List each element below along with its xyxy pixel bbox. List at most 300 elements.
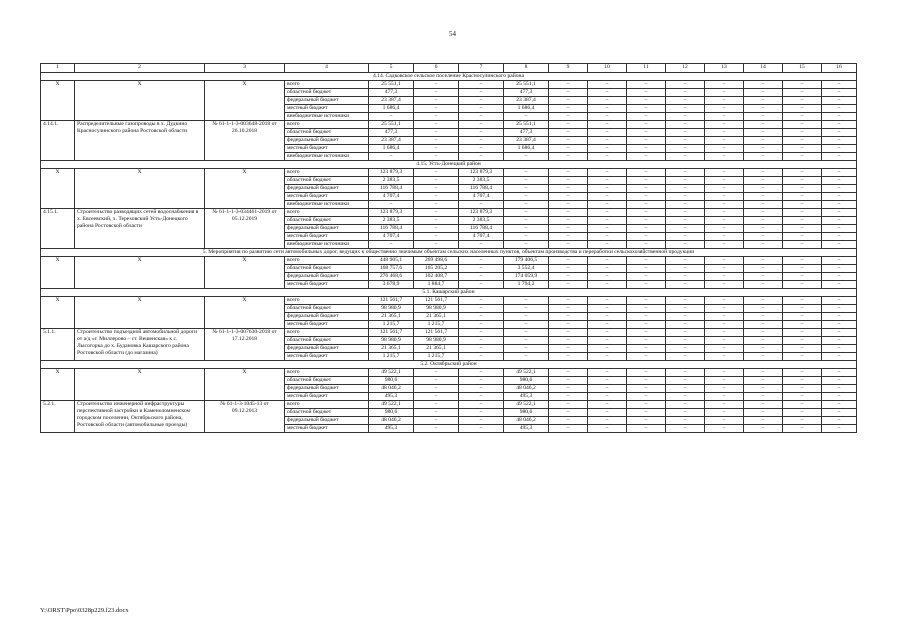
column-number: 10 xyxy=(588,64,627,73)
amount-cell: – xyxy=(549,129,588,137)
amount-cell: – xyxy=(459,137,504,145)
amount-cell: – xyxy=(705,177,744,185)
amount-cell: – xyxy=(822,153,857,161)
amount-cell: – xyxy=(414,105,459,113)
amount-cell: 116 788,4 xyxy=(369,225,414,233)
amount-cell: – xyxy=(549,409,588,417)
funding-source: областной бюджет xyxy=(285,129,369,137)
amount-cell: – xyxy=(744,113,783,121)
amount-cell: – xyxy=(627,97,666,105)
amount-cell: – xyxy=(414,233,459,241)
amount-cell: – xyxy=(783,337,822,345)
section-heading-row xyxy=(41,289,857,297)
funding-source: федеральный бюджет xyxy=(285,185,369,193)
amount-cell: – xyxy=(627,217,666,225)
funding-source: федеральный бюджет xyxy=(285,97,369,105)
amount-cell: – xyxy=(627,193,666,201)
expertise-conclusion: № 61-1-3-1045-13 от 09.12.2013 xyxy=(205,401,285,433)
amount-cell: 165 205,2 xyxy=(414,265,459,273)
object-name: Строительство инженерной инфраструктуры перспективной застройки в Каменоломненском городском поселении, Октябрьского района, Ростовской области (автомобильные проезды) xyxy=(75,401,205,433)
amount-cell: – xyxy=(822,177,857,185)
section-title: 5.1. Кашарский район xyxy=(41,289,857,297)
amount-cell: 21 365,1 xyxy=(369,313,414,321)
amount-cell: – xyxy=(627,337,666,345)
amount-cell: – xyxy=(744,233,783,241)
amount-cell: – xyxy=(414,369,459,377)
amount-cell: – xyxy=(369,113,414,121)
amount-cell: – xyxy=(744,169,783,177)
column-number: 16 xyxy=(822,64,857,73)
column-number: 1 xyxy=(41,64,75,73)
amount-cell: 2 383,5 xyxy=(459,177,504,185)
amount-cell: – xyxy=(666,257,705,265)
amount-cell: – xyxy=(783,113,822,121)
amount-cell: – xyxy=(627,313,666,321)
section-heading-row xyxy=(41,73,857,81)
amount-cell: – xyxy=(666,241,705,249)
amount-cell: – xyxy=(549,321,588,329)
amount-cell: – xyxy=(588,313,627,321)
amount-cell: 116 788,4 xyxy=(459,185,504,193)
column-number: 2 xyxy=(75,64,205,73)
amount-cell: – xyxy=(705,353,744,361)
amount-cell: – xyxy=(549,329,588,337)
amount-cell: – xyxy=(822,425,857,433)
amount-cell: – xyxy=(627,137,666,145)
amount-cell: – xyxy=(549,105,588,113)
table-row xyxy=(41,121,857,129)
amount-cell: 4 707,4 xyxy=(459,193,504,201)
amount-cell: – xyxy=(666,369,705,377)
amount-cell: – xyxy=(705,241,744,249)
amount-cell: – xyxy=(504,217,549,225)
amount-cell: – xyxy=(627,297,666,305)
amount-cell: 98 980,9 xyxy=(369,337,414,345)
object-name: Х xyxy=(75,169,205,209)
item-number: 5.2.1. xyxy=(41,401,75,433)
amount-cell: – xyxy=(549,369,588,377)
amount-cell: – xyxy=(783,345,822,353)
amount-cell: – xyxy=(783,185,822,193)
amount-cell: 495,3 xyxy=(369,393,414,401)
amount-cell: – xyxy=(627,153,666,161)
amount-cell: – xyxy=(822,377,857,385)
amount-cell: – xyxy=(414,129,459,137)
amount-cell: – xyxy=(666,385,705,393)
amount-cell: – xyxy=(744,329,783,337)
expertise-conclusion: № 61-1-1-3-007630-2018 от 17.12.2018 xyxy=(205,329,285,361)
funding-source: местный бюджет xyxy=(285,353,369,361)
amount-cell: – xyxy=(783,105,822,113)
amount-cell: – xyxy=(783,81,822,89)
amount-cell: – xyxy=(459,113,504,121)
amount-cell: 269 498,6 xyxy=(414,257,459,265)
amount-cell: – xyxy=(705,209,744,217)
amount-cell: – xyxy=(783,409,822,417)
amount-cell: 123 879,3 xyxy=(459,209,504,217)
amount-cell: 123 879,3 xyxy=(459,169,504,177)
amount-cell: – xyxy=(504,201,549,209)
amount-cell: – xyxy=(666,313,705,321)
amount-cell: 4 707,4 xyxy=(369,233,414,241)
amount-cell: – xyxy=(588,273,627,281)
amount-cell: – xyxy=(459,401,504,409)
amount-cell: – xyxy=(705,225,744,233)
amount-cell: – xyxy=(705,425,744,433)
amount-cell: – xyxy=(705,313,744,321)
amount-cell: – xyxy=(627,241,666,249)
amount-cell: – xyxy=(822,209,857,217)
amount-cell: – xyxy=(705,89,744,97)
funding-source: областной бюджет xyxy=(285,177,369,185)
column-number: 6 xyxy=(414,64,459,73)
amount-cell: – xyxy=(588,337,627,345)
amount-cell: – xyxy=(705,105,744,113)
amount-cell: – xyxy=(783,129,822,137)
amount-cell: – xyxy=(414,145,459,153)
amount-cell: – xyxy=(588,401,627,409)
amount-cell: 25 551,1 xyxy=(369,81,414,89)
table-row xyxy=(41,329,857,337)
amount-cell: – xyxy=(705,153,744,161)
amount-cell: – xyxy=(414,137,459,145)
amount-cell: – xyxy=(504,153,549,161)
amount-cell: – xyxy=(504,345,549,353)
amount-cell: – xyxy=(459,265,504,273)
funding-source: федеральный бюджет xyxy=(285,137,369,145)
expertise-conclusion: № 61-1-1-3-003648-2018 от 26.10.2018 xyxy=(205,121,285,161)
amount-cell: 495,3 xyxy=(504,425,549,433)
amount-cell: – xyxy=(588,105,627,113)
expertise-conclusion: Х xyxy=(205,297,285,329)
amount-cell: – xyxy=(744,201,783,209)
amount-cell: – xyxy=(783,425,822,433)
funding-source: областной бюджет xyxy=(285,377,369,385)
funding-source: областной бюджет xyxy=(285,89,369,97)
amount-cell: 1 686,4 xyxy=(369,145,414,153)
amount-cell: – xyxy=(414,401,459,409)
amount-cell: – xyxy=(627,209,666,217)
amount-cell: 980,6 xyxy=(369,409,414,417)
amount-cell: – xyxy=(549,345,588,353)
amount-cell: – xyxy=(549,177,588,185)
amount-cell: – xyxy=(549,113,588,121)
funding-source: областной бюджет xyxy=(285,217,369,225)
amount-cell: – xyxy=(627,353,666,361)
funding-source: федеральный бюджет xyxy=(285,385,369,393)
amount-cell: – xyxy=(705,137,744,145)
amount-cell: – xyxy=(666,81,705,89)
amount-cell: – xyxy=(627,425,666,433)
amount-cell: – xyxy=(459,417,504,425)
funding-source: местный бюджет xyxy=(285,145,369,153)
amount-cell: – xyxy=(627,89,666,97)
amount-cell: – xyxy=(783,257,822,265)
amount-cell: – xyxy=(744,217,783,225)
amount-cell: – xyxy=(666,401,705,409)
amount-cell: – xyxy=(744,425,783,433)
amount-cell: – xyxy=(744,177,783,185)
amount-cell: – xyxy=(588,305,627,313)
amount-cell: – xyxy=(744,313,783,321)
amount-cell: – xyxy=(744,129,783,137)
amount-cell: – xyxy=(504,169,549,177)
amount-cell: 1 686,4 xyxy=(504,145,549,153)
amount-cell: – xyxy=(666,153,705,161)
amount-cell: – xyxy=(783,385,822,393)
amount-cell: – xyxy=(627,185,666,193)
amount-cell: – xyxy=(414,425,459,433)
amount-cell: – xyxy=(783,417,822,425)
amount-cell: – xyxy=(459,201,504,209)
expertise-conclusion: Х xyxy=(205,369,285,401)
amount-cell: 25 551,1 xyxy=(504,81,549,89)
amount-cell: 48 046,2 xyxy=(369,417,414,425)
item-number: Х xyxy=(41,369,75,401)
amount-cell: 1 686,4 xyxy=(504,105,549,113)
amount-cell: – xyxy=(783,369,822,377)
item-number: Х xyxy=(41,81,75,121)
amount-cell: – xyxy=(549,209,588,217)
amount-cell: – xyxy=(588,137,627,145)
amount-cell: – xyxy=(588,369,627,377)
amount-cell: – xyxy=(744,153,783,161)
funding-source: федеральный бюджет xyxy=(285,225,369,233)
object-name: Х xyxy=(75,81,205,121)
amount-cell: – xyxy=(588,225,627,233)
amount-cell: – xyxy=(588,321,627,329)
amount-cell: – xyxy=(549,273,588,281)
amount-cell: – xyxy=(504,177,549,185)
item-number: Х xyxy=(41,257,75,289)
amount-cell: – xyxy=(666,105,705,113)
amount-cell: – xyxy=(627,81,666,89)
column-number: 7 xyxy=(459,64,504,73)
amount-cell: – xyxy=(666,121,705,129)
table-row xyxy=(41,401,857,409)
amount-cell: – xyxy=(666,265,705,273)
amount-cell: – xyxy=(459,81,504,89)
amount-cell: – xyxy=(549,393,588,401)
amount-cell: – xyxy=(459,377,504,385)
amount-cell: – xyxy=(783,297,822,305)
amount-cell: 49 522,1 xyxy=(504,401,549,409)
column-number: 5 xyxy=(369,64,414,73)
amount-cell: 1 686,4 xyxy=(369,105,414,113)
amount-cell: – xyxy=(822,225,857,233)
amount-cell: – xyxy=(783,153,822,161)
amount-cell: – xyxy=(414,177,459,185)
amount-cell: – xyxy=(588,209,627,217)
amount-cell: – xyxy=(549,337,588,345)
amount-cell: – xyxy=(744,377,783,385)
amount-cell: – xyxy=(666,233,705,241)
amount-cell: – xyxy=(822,401,857,409)
amount-cell: 1 215,7 xyxy=(369,353,414,361)
section-title: 4.15. Усть-Донецкий район xyxy=(41,161,857,169)
amount-cell: – xyxy=(783,273,822,281)
amount-cell: – xyxy=(783,193,822,201)
amount-cell: – xyxy=(705,345,744,353)
amount-cell: – xyxy=(627,105,666,113)
amount-cell: – xyxy=(783,217,822,225)
amount-cell: 21 365,1 xyxy=(369,345,414,353)
amount-cell: – xyxy=(549,257,588,265)
funding-source: местный бюджет xyxy=(285,321,369,329)
amount-cell: – xyxy=(822,257,857,265)
expertise-conclusion: Х xyxy=(205,257,285,289)
amount-cell: – xyxy=(744,297,783,305)
amount-cell: – xyxy=(588,97,627,105)
amount-cell: 174 059,9 xyxy=(504,273,549,281)
amount-cell: – xyxy=(822,137,857,145)
amount-cell: – xyxy=(822,337,857,345)
amount-cell: – xyxy=(705,273,744,281)
amount-cell: – xyxy=(822,297,857,305)
amount-cell: – xyxy=(822,329,857,337)
section-title: 4.14. Садковское сельское поселение Красносулинского района xyxy=(41,73,857,81)
amount-cell: – xyxy=(744,193,783,201)
amount-cell: – xyxy=(666,393,705,401)
amount-cell: – xyxy=(627,321,666,329)
amount-cell: – xyxy=(549,97,588,105)
section-heading-row xyxy=(41,249,857,257)
amount-cell: – xyxy=(549,185,588,193)
amount-cell: – xyxy=(822,129,857,137)
amount-cell: 4 707,4 xyxy=(369,193,414,201)
amount-cell: – xyxy=(666,345,705,353)
amount-cell: – xyxy=(459,393,504,401)
amount-cell: – xyxy=(705,377,744,385)
amount-cell: 123 879,3 xyxy=(369,209,414,217)
amount-cell: – xyxy=(459,297,504,305)
funding-source: всего xyxy=(285,329,369,337)
amount-cell: 23 387,4 xyxy=(369,137,414,145)
amount-cell: – xyxy=(414,217,459,225)
budget-table xyxy=(40,63,857,433)
amount-cell: – xyxy=(459,353,504,361)
column-number: 13 xyxy=(705,64,744,73)
section-title: 5.2. Октябрьский район xyxy=(41,361,857,369)
column-number: 14 xyxy=(744,64,783,73)
amount-cell: 98 980,9 xyxy=(369,305,414,313)
amount-cell: – xyxy=(549,169,588,177)
amount-cell: – xyxy=(783,241,822,249)
amount-cell: – xyxy=(744,257,783,265)
funding-source: всего xyxy=(285,369,369,377)
amount-cell: – xyxy=(627,121,666,129)
amount-cell: – xyxy=(666,337,705,345)
amount-cell: – xyxy=(822,185,857,193)
amount-cell: – xyxy=(744,105,783,113)
amount-cell: – xyxy=(783,137,822,145)
amount-cell: 1 794,2 xyxy=(504,281,549,289)
amount-cell: – xyxy=(459,257,504,265)
amount-cell: – xyxy=(666,417,705,425)
funding-source: всего xyxy=(285,169,369,177)
amount-cell: – xyxy=(705,169,744,177)
amount-cell: – xyxy=(705,321,744,329)
section-title: 5. Мероприятия по развитию сети автомобильных дорог, ведущих к общественно значимым объектам сельских населенных пунктов, объектам производства и переработки сельскохозяйственной продукции xyxy=(41,249,857,257)
amount-cell: – xyxy=(549,265,588,273)
amount-cell: – xyxy=(459,313,504,321)
amount-cell: – xyxy=(627,281,666,289)
amount-cell: 48 046,2 xyxy=(504,385,549,393)
amount-cell: – xyxy=(588,425,627,433)
amount-cell: – xyxy=(549,377,588,385)
amount-cell: – xyxy=(822,409,857,417)
amount-cell: – xyxy=(588,393,627,401)
amount-cell: – xyxy=(744,89,783,97)
amount-cell: – xyxy=(588,169,627,177)
amount-cell: – xyxy=(414,409,459,417)
amount-cell: – xyxy=(744,369,783,377)
amount-cell: 495,3 xyxy=(369,425,414,433)
amount-cell: – xyxy=(744,225,783,233)
amount-cell: – xyxy=(783,89,822,97)
funding-source: всего xyxy=(285,209,369,217)
column-number: 15 xyxy=(783,64,822,73)
amount-cell: – xyxy=(627,417,666,425)
amount-cell: – xyxy=(369,241,414,249)
amount-cell: – xyxy=(666,225,705,233)
table-row xyxy=(41,81,857,89)
amount-cell: – xyxy=(414,153,459,161)
amount-cell: – xyxy=(549,137,588,145)
amount-cell: – xyxy=(822,305,857,313)
amount-cell: – xyxy=(744,81,783,89)
expertise-conclusion: Х xyxy=(205,169,285,209)
amount-cell: – xyxy=(588,417,627,425)
amount-cell: 23 387,4 xyxy=(504,97,549,105)
amount-cell: 2 383,5 xyxy=(369,177,414,185)
amount-cell: 1 215,7 xyxy=(414,353,459,361)
amount-cell: – xyxy=(744,209,783,217)
object-name: Строительство подъездной автомобильной дороги от а/д «г. Миллерово – ст. Вешенская» к с. Лысогорка до х. Будановка Кашарского района Ростовской области (до магазина) xyxy=(75,329,205,361)
amount-cell: 49 522,1 xyxy=(504,369,549,377)
amount-cell: – xyxy=(822,393,857,401)
amount-cell: – xyxy=(459,153,504,161)
amount-cell: 48 046,2 xyxy=(504,417,549,425)
funding-source: областной бюджет xyxy=(285,337,369,345)
amount-cell: – xyxy=(744,401,783,409)
amount-cell: – xyxy=(414,417,459,425)
object-name: Распределительные газопроводы в х. Дудкино Красносулинского района Ростовской области xyxy=(75,121,205,161)
amount-cell: – xyxy=(666,321,705,329)
amount-cell: 3 678,9 xyxy=(369,281,414,289)
amount-cell: 21 365,1 xyxy=(414,313,459,321)
amount-cell: – xyxy=(414,241,459,249)
amount-cell: 121 561,7 xyxy=(369,297,414,305)
funding-source: местный бюджет xyxy=(285,393,369,401)
amount-cell: – xyxy=(705,185,744,193)
amount-cell: 102 408,7 xyxy=(414,273,459,281)
amount-cell: 980,6 xyxy=(504,377,549,385)
table-row xyxy=(41,257,857,265)
funding-source: всего xyxy=(285,297,369,305)
amount-cell: – xyxy=(588,409,627,417)
amount-cell: – xyxy=(822,281,857,289)
amount-cell: – xyxy=(705,193,744,201)
amount-cell: – xyxy=(822,97,857,105)
amount-cell: – xyxy=(705,401,744,409)
amount-cell: – xyxy=(783,321,822,329)
amount-cell: – xyxy=(822,121,857,129)
amount-cell: – xyxy=(666,305,705,313)
amount-cell: – xyxy=(414,185,459,193)
amount-cell: – xyxy=(549,305,588,313)
amount-cell: 123 879,3 xyxy=(369,169,414,177)
